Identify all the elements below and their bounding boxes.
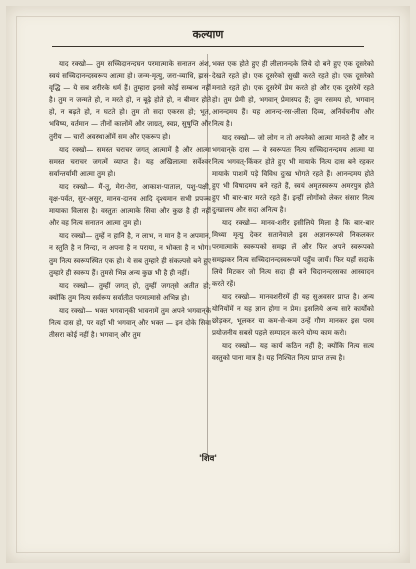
paragraph: याद रक्खो— तुम्हें न हानि है, न लाभ, न मान है न अपमान, न स्तुति है न निन्दा, न अपना है न पराया, न भोक्ता है न भोग। तुम नित्य स्वरूपस्थित एक हो। ये सब तुम्हारे ही संकल्पसे बने हुए तुम्हारे ही स्वरूप हैं। तुमसे भिन्न अन्य कुछ भी है ही नहीं। <box>49 232 211 277</box>
paragraph: याद रक्खो— मानवशरीरमें ही यह सुअवसर प्राप्त है। अन्य योनियोंमें न यह ज्ञान होगा न प्रेम। इसलिये अन्य सारे कार्योंको छोड़कर, भूलकर या कम-से-कम उन्हें गौण मानकर इस परम प्रयोजनीय सबसे पहले सम्पादन करने योग्य काम करो। <box>212 292 374 338</box>
paragraph: याद रक्खो— मैं-तू, मेरा-तेरा, आकाश-पाताल, पशु-पक्षी, वृक्ष-पर्वत, सुर-असुर, मानव-दानव आदि दृश्यमान सभी प्रपञ्च मायाका विलास है। वस्तुतः आत्माके सिवा और कुछ है ही नहीं और वह नित्य सनातन आत्मा तुम हो। <box>49 182 211 228</box>
title-rule <box>52 46 364 47</box>
paragraph: याद रक्खो— भक्त भगवान्‌की भावनामें तुम अपने भगवान्‌के नित्य दास हो, पर वहाँ भी भगवान् और भक्त — इन दोके सिवा तीसरा कोई नहीं है। भगवान् और तुम <box>49 306 211 340</box>
paragraph: याद रक्खो— मानव-शरीर इसीलिये मिला है कि बार-बार मिथ्या मृत्यु देकर सतानेवाले इस अज्ञानरूपसे निकलकर परमात्माके स्वरूपको समझ लें और फिर अपने स्वरूपको समझकर नित्य सच्चिदानन्दस्वरूपमें पहुँच जायँ। फिर यहाँ सदाके लिये मिटकर जो नित्य सदा ही बने चिदानन्दरसका आस्वादन करते रहें। <box>212 219 374 288</box>
paragraph: याद रक्खो— तुम सच्चिदानन्दघन परमात्माके सनातन अंश, स्वयं सच्चिदानन्दस्वरूप आत्मा हो। जन्म-मृत्यु, जरा-व्याधि, ह्रास-वृद्धि — ये सब शरीरके धर्म हैं। तुम्हारा इनसे कोई सम्बन्ध नहीं है। तुम न जन्मते हो, न मरते हो, न बूढ़े होते हो, न बीमार होते हो, न बढ़ते हो, न घटते हो। तुम तो सदा एकरस हो; भूत, भविष्य, वर्तमान — तीनों कालोंमें और जाग्रत्, स्वप्न, सुषुप्ति और तुरीय — चारों अवस्थाओंमें सम और एकरूप हो। <box>49 60 211 141</box>
document-page <box>6 6 410 563</box>
paragraph: याद रक्खो— समस्त चराचर जगत् आत्मामें है और आत्मा समस्त चराचर जगत्में व्याप्त है। यह अखिलात्मा सर्वेश्वर सर्वान्तर्यामी आत्मा तुम हो। <box>49 145 211 178</box>
paragraph: याद रक्खो— जो लोग न तो अपनेको आत्मा मानते हैं और न भगवान्‌के दास — वे स्वरूपतः नित्य सच्चिदानन्दमय आत्मा या नित्य भगवत्-किंकर होते हुए भी मायाके नित्य दास बने रहकर मायाके पाशमें पड़े विविध दुःख भोगते रहते हैं। आनन्दमय होते हुए भी विषादमय बने रहते हैं, स्वयं अमृतस्वरूप अमरपुत्र होते हुए भी बार-बार मरते रहते हैं। इन्हीं लोगोंको लेकर संसार नित्य दुःखालय और सदा अनित्य है। <box>212 133 374 215</box>
author-signature: 'शिव' <box>199 454 217 464</box>
right-column <box>212 58 374 488</box>
document-title: कल्याण <box>192 28 224 41</box>
paragraph: याद रक्खो— तुम्हीं जगत् हो, तुम्हीं जगत्‌से अतीत हो; क्योंकि तुम नित्य सर्वरूप सर्वातीत परमात्मासे अभिन्न हो। <box>49 281 211 302</box>
paragraph: याद रक्खो— यह कार्य कठिन नहीं है; क्योंकि नित्य सत्य वस्तुको पाना मात्र है। यह निश्चित नित्य प्राप्त तत्त्व है। <box>212 342 374 363</box>
paragraph: भक्त एक होते हुए ही लीलानन्दके लिये दो बने हुए एक दूसरेको देखते रहते हो। एक दूसरेको सुखी करते रहते हो। एक दूसरेको मनाते रहते हो। एक दूसरेमें प्रेम करते हो और एक दूसरेमें रहते हो। तुम प्रेमी हो, भगवान् प्रेमास्पद हैं; तुम रसमय हो, भगवान् आनन्दमय हैं। यह आनन्द-रस-लीला दिव्य, अनिर्वचनीय और नित्य है। <box>212 60 374 129</box>
